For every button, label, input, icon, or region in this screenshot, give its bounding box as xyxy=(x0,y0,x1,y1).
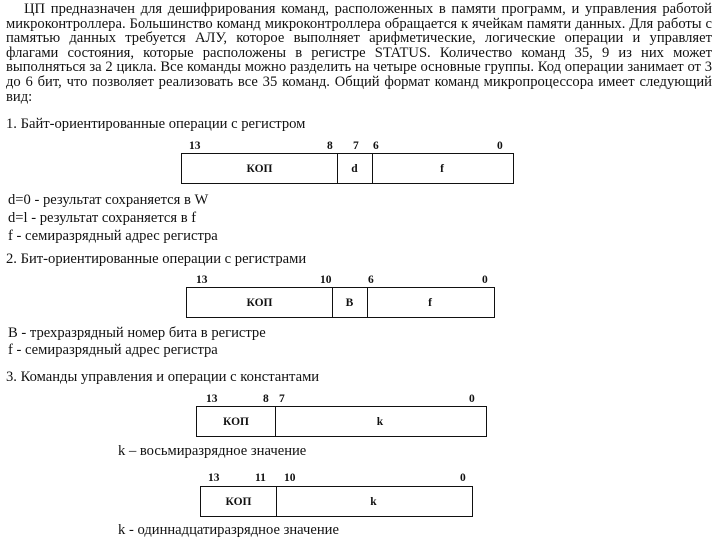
bit-13: 13 xyxy=(208,472,220,484)
section1-title: 1. Байт-ориентированные операции с регистром xyxy=(6,116,306,132)
note-d1: d=l - результат сохраняется в f xyxy=(8,210,197,226)
bit-0: 0 xyxy=(482,274,488,286)
instruction-word xyxy=(196,406,487,437)
note-k11: k - одиннадцатиразрядное значение xyxy=(118,522,339,538)
field-f: f xyxy=(440,162,444,175)
literal-format-11bit xyxy=(200,471,473,517)
note-d0: d=0 - результат сохраняется в W xyxy=(8,192,209,208)
field-k: k xyxy=(370,495,377,508)
field-k: k xyxy=(376,415,384,428)
byte-oriented-format xyxy=(181,139,514,185)
bit-oriented-format xyxy=(186,273,495,319)
bit-0: 0 xyxy=(497,140,503,152)
bit-numbers xyxy=(196,392,487,406)
bit-13: 13 xyxy=(189,140,201,152)
bit-numbers xyxy=(200,471,473,485)
bit-numbers xyxy=(186,273,495,287)
field-opcode: КОП xyxy=(223,415,249,428)
field-opcode: КОП xyxy=(246,162,273,175)
instruction-word xyxy=(200,486,473,517)
instruction-word xyxy=(181,153,514,184)
field-b: B xyxy=(345,296,354,309)
field-d: d xyxy=(351,162,358,175)
instruction-word xyxy=(186,287,495,318)
section3-title: 3. Команды управления и операции с константами xyxy=(6,369,320,385)
field-f: f xyxy=(428,296,432,309)
bit-0: 0 xyxy=(469,393,475,405)
bit-8: 8 xyxy=(327,140,333,152)
bit-10: 10 xyxy=(320,274,332,286)
literal-format-8bit xyxy=(196,392,487,438)
bit-0: 0 xyxy=(460,472,466,484)
bit-10: 10 xyxy=(284,472,296,484)
bit-6: 6 xyxy=(368,274,374,286)
section2-title: 2. Бит-ориентированные операции с регистрами xyxy=(6,251,307,267)
bit-numbers xyxy=(181,139,514,153)
bit-13: 13 xyxy=(206,393,218,405)
bit-7: 7 xyxy=(353,140,359,152)
bit-11: 11 xyxy=(255,472,266,484)
bit-6: 6 xyxy=(373,140,379,152)
field-opcode: КОП xyxy=(225,495,252,508)
bit-13: 13 xyxy=(196,274,208,286)
bit-7: 7 xyxy=(279,393,285,405)
bit-8: 8 xyxy=(263,393,269,405)
field-opcode: КОП xyxy=(246,296,273,309)
note-k8: k – восьмиразрядное значение xyxy=(118,443,307,459)
note-f: f - семиразрядный адрес регистра xyxy=(8,342,218,358)
intro-paragraph: ЦП предназначен для дешифрирования команд, расположенных в памяти программ, и управления работой микроконтроллера. Большинство команд микроконтроллера обращается к ячейкам памяти данных. Для работы с памятью данных требуется АЛУ, которое выполняет арифметические, логические операции и управляет флагами состояния, которые расположены в регистре STATUS. Количество команд 35, 9 из них может выполняться за 2 цикла. Все команды можно разделить на четыре основные группы. Код операции занимает от 3 до 6 бит, что позволяет реализовать все 35 команд. Общий формат команд микропроцессора имеет следующий вид: xyxy=(6,1,712,105)
note-f: f - семиразрядный адрес регистра xyxy=(8,228,218,244)
note-b: B - трехразрядный номер бита в регистре xyxy=(8,325,266,341)
